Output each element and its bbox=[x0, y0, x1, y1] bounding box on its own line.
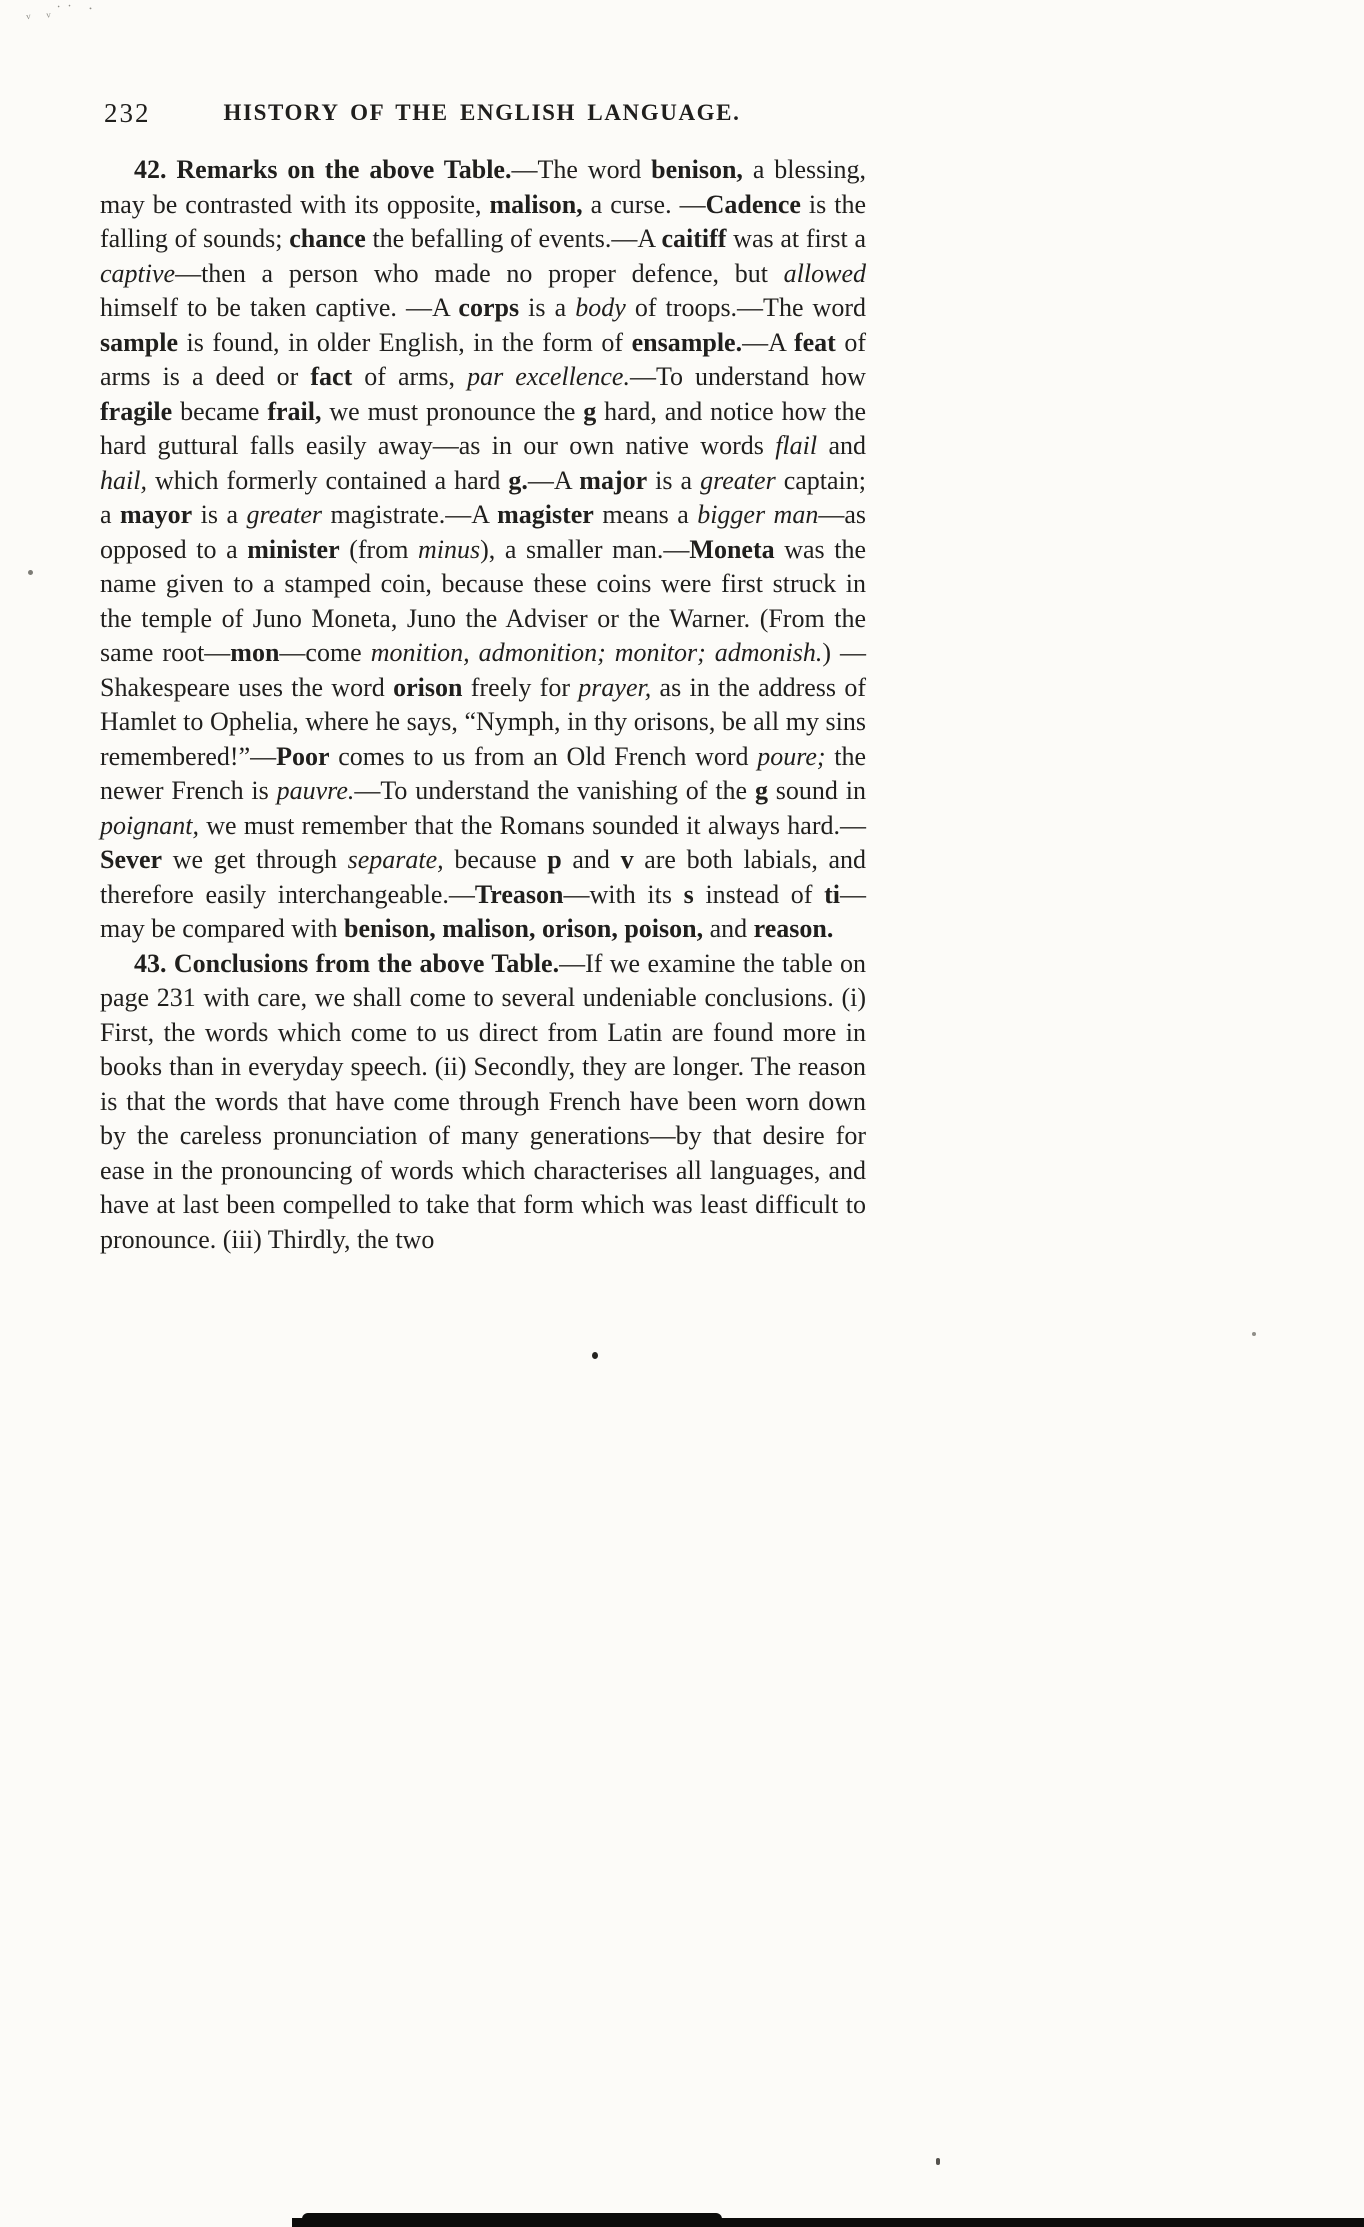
paragraph-43-conclusions-from-table: 43. Conclusions from the above Table.—If we examine the table on page 231 with care, we shall come to several undeniable conclusions. (i) First, the words which come to us direct from Latin are found more in books than in everyday speech. (ii) Secondly, they are longer. The reason is that the words that have come through French have been worn down by the careless pronunciation of many generations—by that desire for ease in the pronouncing of words which characterises all languages, and have at last been compelled to take that form which was least difficult to pronounce. (iii) Thirdly, the two bbox=[100, 948, 866, 1254]
scan-speck bbox=[592, 1352, 598, 1359]
paragraph-42-remarks-on-table: 42. Remarks on the above Table.—The word benison, a blessing, may be contrasted with its opposite, malison, a curse. —Cadence is the falling of sounds; chance the befalling of events.—A caitiff was at first a captive—then a person who made no proper defence, but allowed himself to be taken captive. —A corps is a body of troops.—The word sample is found, in older English, in the form of ensample.—A feat of arms is a deed or fact of arms, par excellence.—To understand how fragile became frail, we must pronounce the g hard, and notice how the hard guttural falls easily away—as in our own native words flail and hail, which formerly contained a hard g.—A major is a greater captain; a mayor is a greater magistrate.—A magister means a bigger man—as opposed to a minister (from minus), a smaller man.—Moneta was the name given to a stamped coin, because these coins were first struck in the temple of Juno Moneta, Juno the Adviser or the Warner. (From the same root—mon—come monition, admonition; monitor; admonish.) —Shakespeare uses the word orison freely for prayer, as in the address of Hamlet to Ophelia, where he says, “Nymph, in thy orisons, be all my sins remembered!”—Poor comes to us from an Old French word poure; the newer French is pauvre.—To understand the vanishing of the g sound in poignant, we must remember that the Romans sounded it always hard.—Sever we get through separate, because p and v are both labials, and therefore easily interchangeable.—Treason—with its s instead of ti—may be compared with benison, malison, orison, poison, and reason. bbox=[100, 155, 867, 943]
running-title: HISTORY OF THE ENGLISH LANGUAGE. bbox=[223, 100, 741, 125]
scan-speck bbox=[1252, 1332, 1256, 1336]
running-head bbox=[100, 96, 864, 132]
scan-edge-artifact bbox=[292, 2218, 1364, 2227]
page-text-block bbox=[100, 153, 866, 1257]
scan-speck bbox=[28, 570, 33, 575]
scan-speck bbox=[936, 2158, 940, 2165]
scan-noise-mark bbox=[25, 0, 136, 28]
page-number: 232 bbox=[104, 98, 151, 128]
